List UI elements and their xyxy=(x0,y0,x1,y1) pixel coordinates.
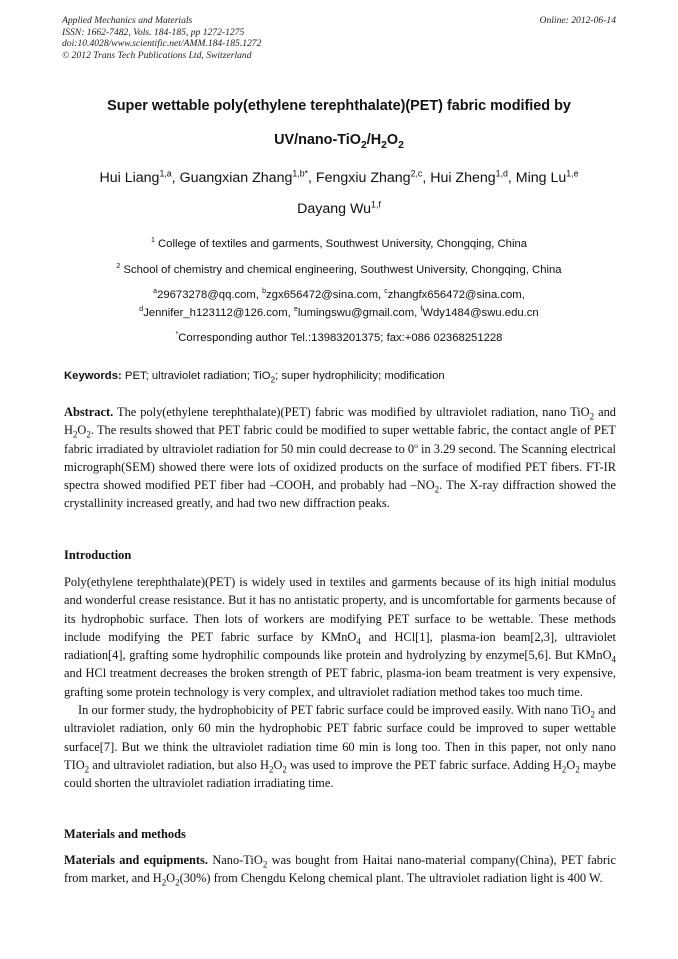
copyright-line: © 2012 Trans Tech Publications Ltd, Switzerland xyxy=(62,49,252,61)
affiliation-2: $^2$ School of chemistry and chemical engineering, Southwest University, Chongqing, China xyxy=(116,263,562,276)
online-date: Online: 2012-06-14 xyxy=(539,15,616,26)
abstract-label: Abstract. xyxy=(64,405,114,419)
paper-title xyxy=(40,89,638,157)
email: 29673278@qq.com xyxy=(157,289,256,301)
author-name: Ming Lu$^{1,e}$ xyxy=(515,168,579,186)
email: Wdy1484@swu.edu.cn xyxy=(422,307,539,319)
email: lumingswu@gmail.com xyxy=(297,307,415,319)
journal-header xyxy=(62,15,616,61)
methods-heading: Materials and methods xyxy=(64,827,186,841)
journal-name: Applied Mechanics and Materials xyxy=(62,15,193,26)
title-line-1: Super wettable poly(ethylene terephthalate)(PET) fabric modified by xyxy=(107,98,571,114)
author-line-1: Hui Liang$^{1,a}$, Guangxian Zhang$^{1,b*}$, Fengxiu Zhang$^{2,c}$, Hui Zheng$^{1,d}$, Ming Lu$^{1,e}$ xyxy=(99,168,579,186)
abstract: Abstract. The poly(ethylene terephthalate)(PET) fabric was modified by ultraviolet radiation, nano TiO$_2$ and $H_2O_2$. The results showed that PET fabric could be modified to super wettable fabric, the contact angle of PET fabric irradiated by ultraviolet radiation for 50 min could decrease to 0$^o$ in 3.29 second. The Scanning electrical micrograph(SEM) showed there were lots of oxidized products on the surface of modified PET fibers. FT-IR spectra showed modified PET fiber had –COOH, and probably had $-NO_2$. The X-ray diffraction showed the crystallinity increased greatly, and had two new diffraction peaks. xyxy=(64,405,616,511)
title-line-2: $UV/nano-TiO_2/H_2O_2$ xyxy=(274,132,404,151)
keywords: Keywords: PET; ultraviolet radiation; TiO$_2$; super hydrophilicity; modification xyxy=(64,370,445,385)
author-name: Fengxiu Zhang$^{2,c}$ xyxy=(315,168,423,186)
intro-paragraph-2: In our former study, the hydrophobicity of PET fabric surface could be improved easily. With nano TiO$_2$ and ultraviolet radiation, only 60 min the hydrophobic PET fabric surface could be improved to super wettable surface[7]. But we think the ultraviolet radiation time 60 min is long too. Then in this paper, not only nano $TIO_2$ and ultraviolet radiation, but also $H_2O_2$ was used to improve the PET fabric surface. Adding $H_2O_2$ maybe could shorten the ultraviolet radiation irradiating time. xyxy=(64,703,616,791)
author-list xyxy=(40,163,638,225)
intro-paragraph-1: Poly(ethylene terephthalate)(PET) is widely used in textiles and garments because of its high initial modulus and wonderful crease resistance. But it has no antistatic property, and is uncomfortable for garments because of its hydrophobic surface. Then lots of workers are modifying PET surface to be wettable. These methods include modifying the PET fabric surface by KMnO$_4$ and HCl[1], plasma-ion beam[2,3], ultraviolet radiation[4], grafting some hydrophilic compounds like protein and hydrolyzing by enzyme[5,6]. But KMnO$_4$ and HCl treatment decreases the broken strength of PET fabric, plasma-ion beam treatment is very expensive, grafting some protein technology is very complex, and ultraviolet radiation method takes too much time. xyxy=(64,575,616,699)
email-line-1: $^a$29673278@qq.com, $^b$zgx656472@sina.com, $^c$zhangfx656472@sina.com, xyxy=(153,288,525,301)
author-name: Dayang Wu$^{1,f}$ xyxy=(297,199,381,217)
corresponding-author: *Corresponding author Tel.:13983201375; fax:+086 02368251228 xyxy=(175,331,503,344)
introduction-heading: Introduction xyxy=(64,548,132,562)
issn-line: ISSN: 1662-7482, Vols. 184-185, pp 1272-1275 xyxy=(62,26,245,38)
doi-line: doi:10.4028/www.scientific.net/AMM.184-185.1272 xyxy=(62,38,262,50)
keywords-label: Keywords: xyxy=(64,370,122,382)
email-line-2: $^d$Jennifer_h123112@126.com, $^e$lumingswu@gmail.com, $^f$Wdy1484@swu.edu.cn xyxy=(139,306,539,319)
author-name: Hui Liang$^{1,a}$ xyxy=(99,168,172,186)
methods-body: Materials and equipments. Nano-TiO$_2$ was bought from Haitai nano-material company(China), PET fabric from market, and $H_2O_2(30\%)$ from Chengdu Kelong chemical plant. The ultraviolet radiation light is 400 W. xyxy=(64,853,616,888)
email: zgx656472@sina.com xyxy=(266,289,378,301)
introduction-body xyxy=(64,573,616,793)
author-name: Guangxian Zhang$^{1,b*}$ xyxy=(179,168,309,186)
email: Jennifer_h123112@126.com xyxy=(143,307,288,319)
author-name: Hui Zheng$^{1,d}$ xyxy=(430,168,508,186)
materials-label: Materials and equipments. xyxy=(64,853,208,867)
author-line-2 xyxy=(40,194,638,225)
email: zhangfx656472@sina.com xyxy=(387,289,522,301)
affiliation-1: $^1$ College of textiles and garments, Southwest University, Chongqing, China xyxy=(150,237,528,250)
